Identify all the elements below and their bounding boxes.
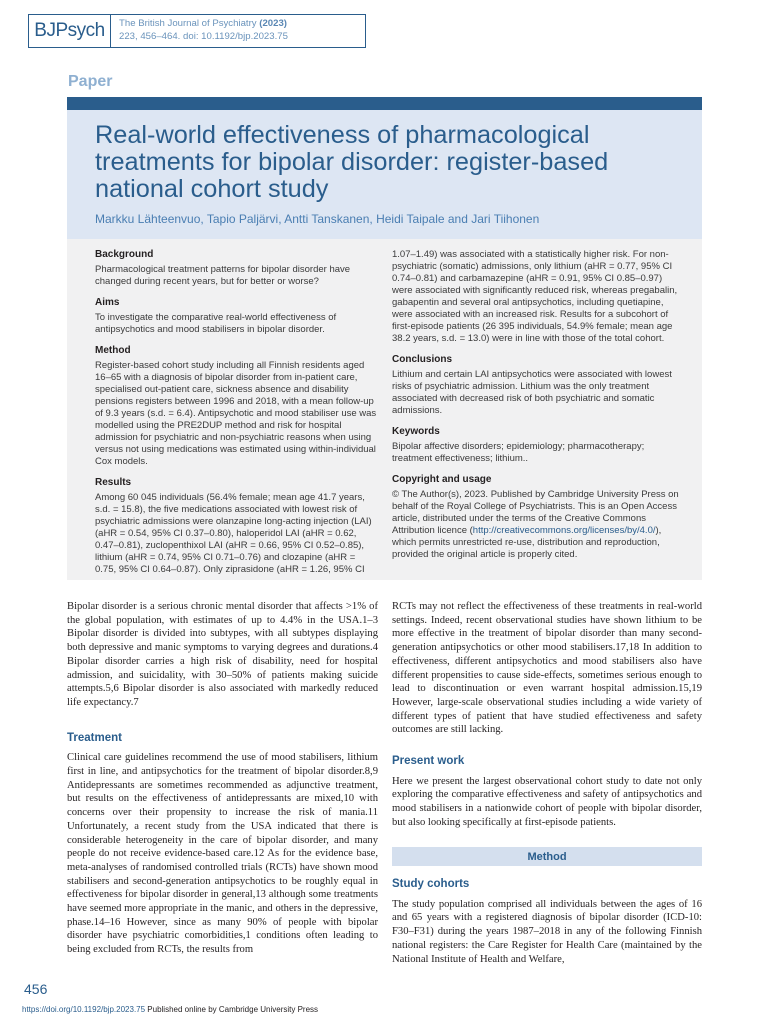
license-link[interactable]: http://creativecommons.org/licenses/by/4.0/: [472, 525, 656, 536]
treatment-paragraph: Clinical care guidelines recommend the use of mood stabilisers, lithium first in line, and antipsychotics for the treatment of bipolar disorder.8,9 Antidepressants are sometimes recommended as adjunctive treatment, but results on the effectiveness of antidepressants are mixed,10 with concerns over their propensity to increase the risk of mania.11 Unfortunately, a recent study from the USA indicated that there is considerable heterogeneity in the care of bipolar disorder, and many people do not receive evidence-based care.12 As for the evidence base, meta-analyses of randomised controlled trials (RCTs) have shown mood stabilisers and second-generation antipsychotics to be roughly equal in effectiveness for bipolar disorder in general,13 although some treatments have seemed more appropriate in the manic, and others in the depressive, phase.14–16 However, since as many 90% of people with bipolar disorder have psychiatric comorbidities,1 conditions often leading to being excluded from RCTs, the results from: [67, 752, 378, 956]
article-title: Real-world effectiveness of pharmacological treatments for bipolar disorder: register-based national cohort study: [95, 121, 609, 203]
title-top-bar: [67, 97, 702, 110]
journal-year: (2023): [259, 18, 287, 29]
journal-header: [28, 14, 366, 48]
abstract-heading-keywords: Keywords: [392, 426, 440, 437]
abstract-background: Pharmacological treatment patterns for bipolar disorder have changed during recent years, but for better or worse?: [95, 264, 351, 287]
abstract-keywords: Bipolar affective disorders; epidemiology; pharmacotherapy; treatment effectiveness; lithium..: [392, 441, 645, 464]
rcts-paragraph: RCTs may not reflect the effectiveness of these treatments in real-world settings. Indeed, recent observational studies have shown lithium to be more effective in the treatment of bipolar disorder than many second-generation antipsychotics or other mood stabilisers.17,18 In addition to effectiveness, different antipsychotics and mood stabilisers also have different propensities to cause side-effects, sometimes serious enough to lead to discontinuation or even warrant hospital admission.15,19 However, large-scale observational studies including a wide variety of different types of patient that have studied effectiveness and safety outcomes are still lacking.: [392, 601, 702, 736]
article-type-label: Paper: [68, 73, 113, 90]
study-cohorts-paragraph: The study population comprised all individuals between the ages of 16 and 65 years with a registered diagnosis of bipolar disorder (ICD-10: F30–F31) during the years 1987–2018 in any of the following Finnish national registers: the Care Register for Health Care (maintained by the National Institute of Health and Welfare,: [392, 898, 702, 965]
intro-paragraph: Bipolar disorder is a serious chronic mental disorder that affects >1% of the global population, with estimates of up to 4.4% in the USA.1–3 Bipolar disorder is divided into subtypes, with all subtypes displaying both depressive and manic symptoms to varying degrees and durations.4 Bipolar disorder carries a high risk of disability, need for hospital admission, and suicidality, with 30–50% of patients making suicide attempts.5,6 Bipolar disorder is also associated with markedly reduced life expectancy.7: [67, 601, 378, 708]
abstract-conclusions: Lithium and certain LAI antipsychotics were associated with lowest risks of psychiatric admission. Lithium was the only treatment associated with decreased risk of both psychiatric and somatic admissions.: [392, 369, 672, 416]
abstract-heading-method: Method: [95, 345, 131, 356]
study-cohorts-section: [392, 878, 702, 966]
journal-name: The British Journal of Psychiatry: [119, 18, 257, 29]
heading-study-cohorts: Study cohorts: [392, 878, 470, 890]
abstract-heading-conclusions: Conclusions: [392, 354, 453, 365]
abstract-heading-results: Results: [95, 477, 132, 488]
body-left-column: [67, 600, 378, 957]
heading-treatment: Treatment: [67, 731, 122, 744]
journal-logo: BJPsych: [34, 20, 105, 41]
published-note: Published online by Cambridge University Press: [145, 1005, 319, 1014]
abstract-left-column: [95, 249, 379, 585]
page-number: 456: [24, 981, 48, 997]
abstract-results: Among 60 045 individuals (56.4% female; mean age 41.7 years, s.d. = 15.8), the five medications associated with lowest risk of psychiatric admissions were olanzapine long-acting injection (LAI) (aHR = 0.54, 95% CI 0.37–0.80), haloperidol LAI (aHR = 0.62, 0.47–0.81), zuclopenthixol LAI (aHR = 0.66, 95% CI 0.52–0.85), lithium (aHR = 0.74, 95% CI 0.71–0.76) and clozapine (aHR = 0.75, 95% CI 0.64–0.87). Only ziprasidone (aHR = 1.26, 95% CI: [95, 492, 372, 575]
abstract-copyright: © The Author(s), 2023. Published by Cambridge University Press on behalf of the Royal College of Psychiatrists. This is an Open Access article, distributed under the terms of the Creative Commons Attribution licence (http://creativecommons.org/licenses/by/4.0/), which permits unrestricted re-use, distribution and reproduction, provided the original article is properly cited.: [392, 489, 679, 560]
heading-present-work: Present work: [392, 755, 465, 768]
body-right-column: [392, 600, 702, 830]
method-section-bar: Method: [392, 847, 702, 866]
present-work-paragraph: Here we present the largest observational cohort study to date not only exploring the comparative effectiveness and safety of antipsychotics and mood stabilisers in a nationwide cohort of people with bipolar disorder, but also looking specifically at first-episode patients.: [392, 775, 702, 828]
abstract-method: Register-based cohort study including all Finnish residents aged 16–65 with a diagnosis of bipolar disorder from in-patient care, specialised out-patient care, sickness absence and disability pensions registers between 1996 and 2018, with a mean follow-up of 9.3 years (s.d. = 6.4). Antipsychotic and mood stabiliser use was modelled using the PRE2DUP method and risk for hospital admission for psychiatric and non-psychiatric reasons when using versus not using medications was estimated using within-individual Cox models.: [95, 360, 377, 467]
footer: [22, 1005, 318, 1014]
journal-info: [111, 15, 288, 47]
abstract-heading-background: Background: [95, 249, 154, 260]
journal-citation: 223, 456–464. doi: 10.1192/bjp.2023.75: [119, 30, 288, 42]
abstract-heading-copyright: Copyright and usage: [392, 474, 492, 485]
abstract-heading-aims: Aims: [95, 297, 120, 308]
doi-link[interactable]: https://doi.org/10.1192/bjp.2023.75: [22, 1005, 146, 1014]
abstract-aims: To investigate the comparative real-world effectiveness of antipsychotics and mood stabilisers in bipolar disorder.: [95, 312, 337, 335]
article-authors: Markku Lähteenvuo, Tapio Paljärvi, Antti Tanskanen, Heidi Taipale and Jari Tiihonen: [95, 212, 540, 226]
abstract-results-continued: 1.07–1.49) was associated with a statistically higher risk. For non-psychiatric (somatic) admissions, only lithium (aHR = 0.77, 95% CI 0.74–0.81) and carbamazepine (aHR = 0.91, 95% CI 0.85–0.97) were associated with significantly reduced risk, whereas pregabalin, gabapentin and several oral antipsychotics, including quetiapine, were associated with an increased risk. Results for a subcohort of first-episode patients (26 395 individuals, 54.9% female; mean age 38.2 years, s.d. = 13.0) were in line with those of the total cohort.: [392, 249, 678, 344]
abstract-right-column: [392, 249, 682, 570]
